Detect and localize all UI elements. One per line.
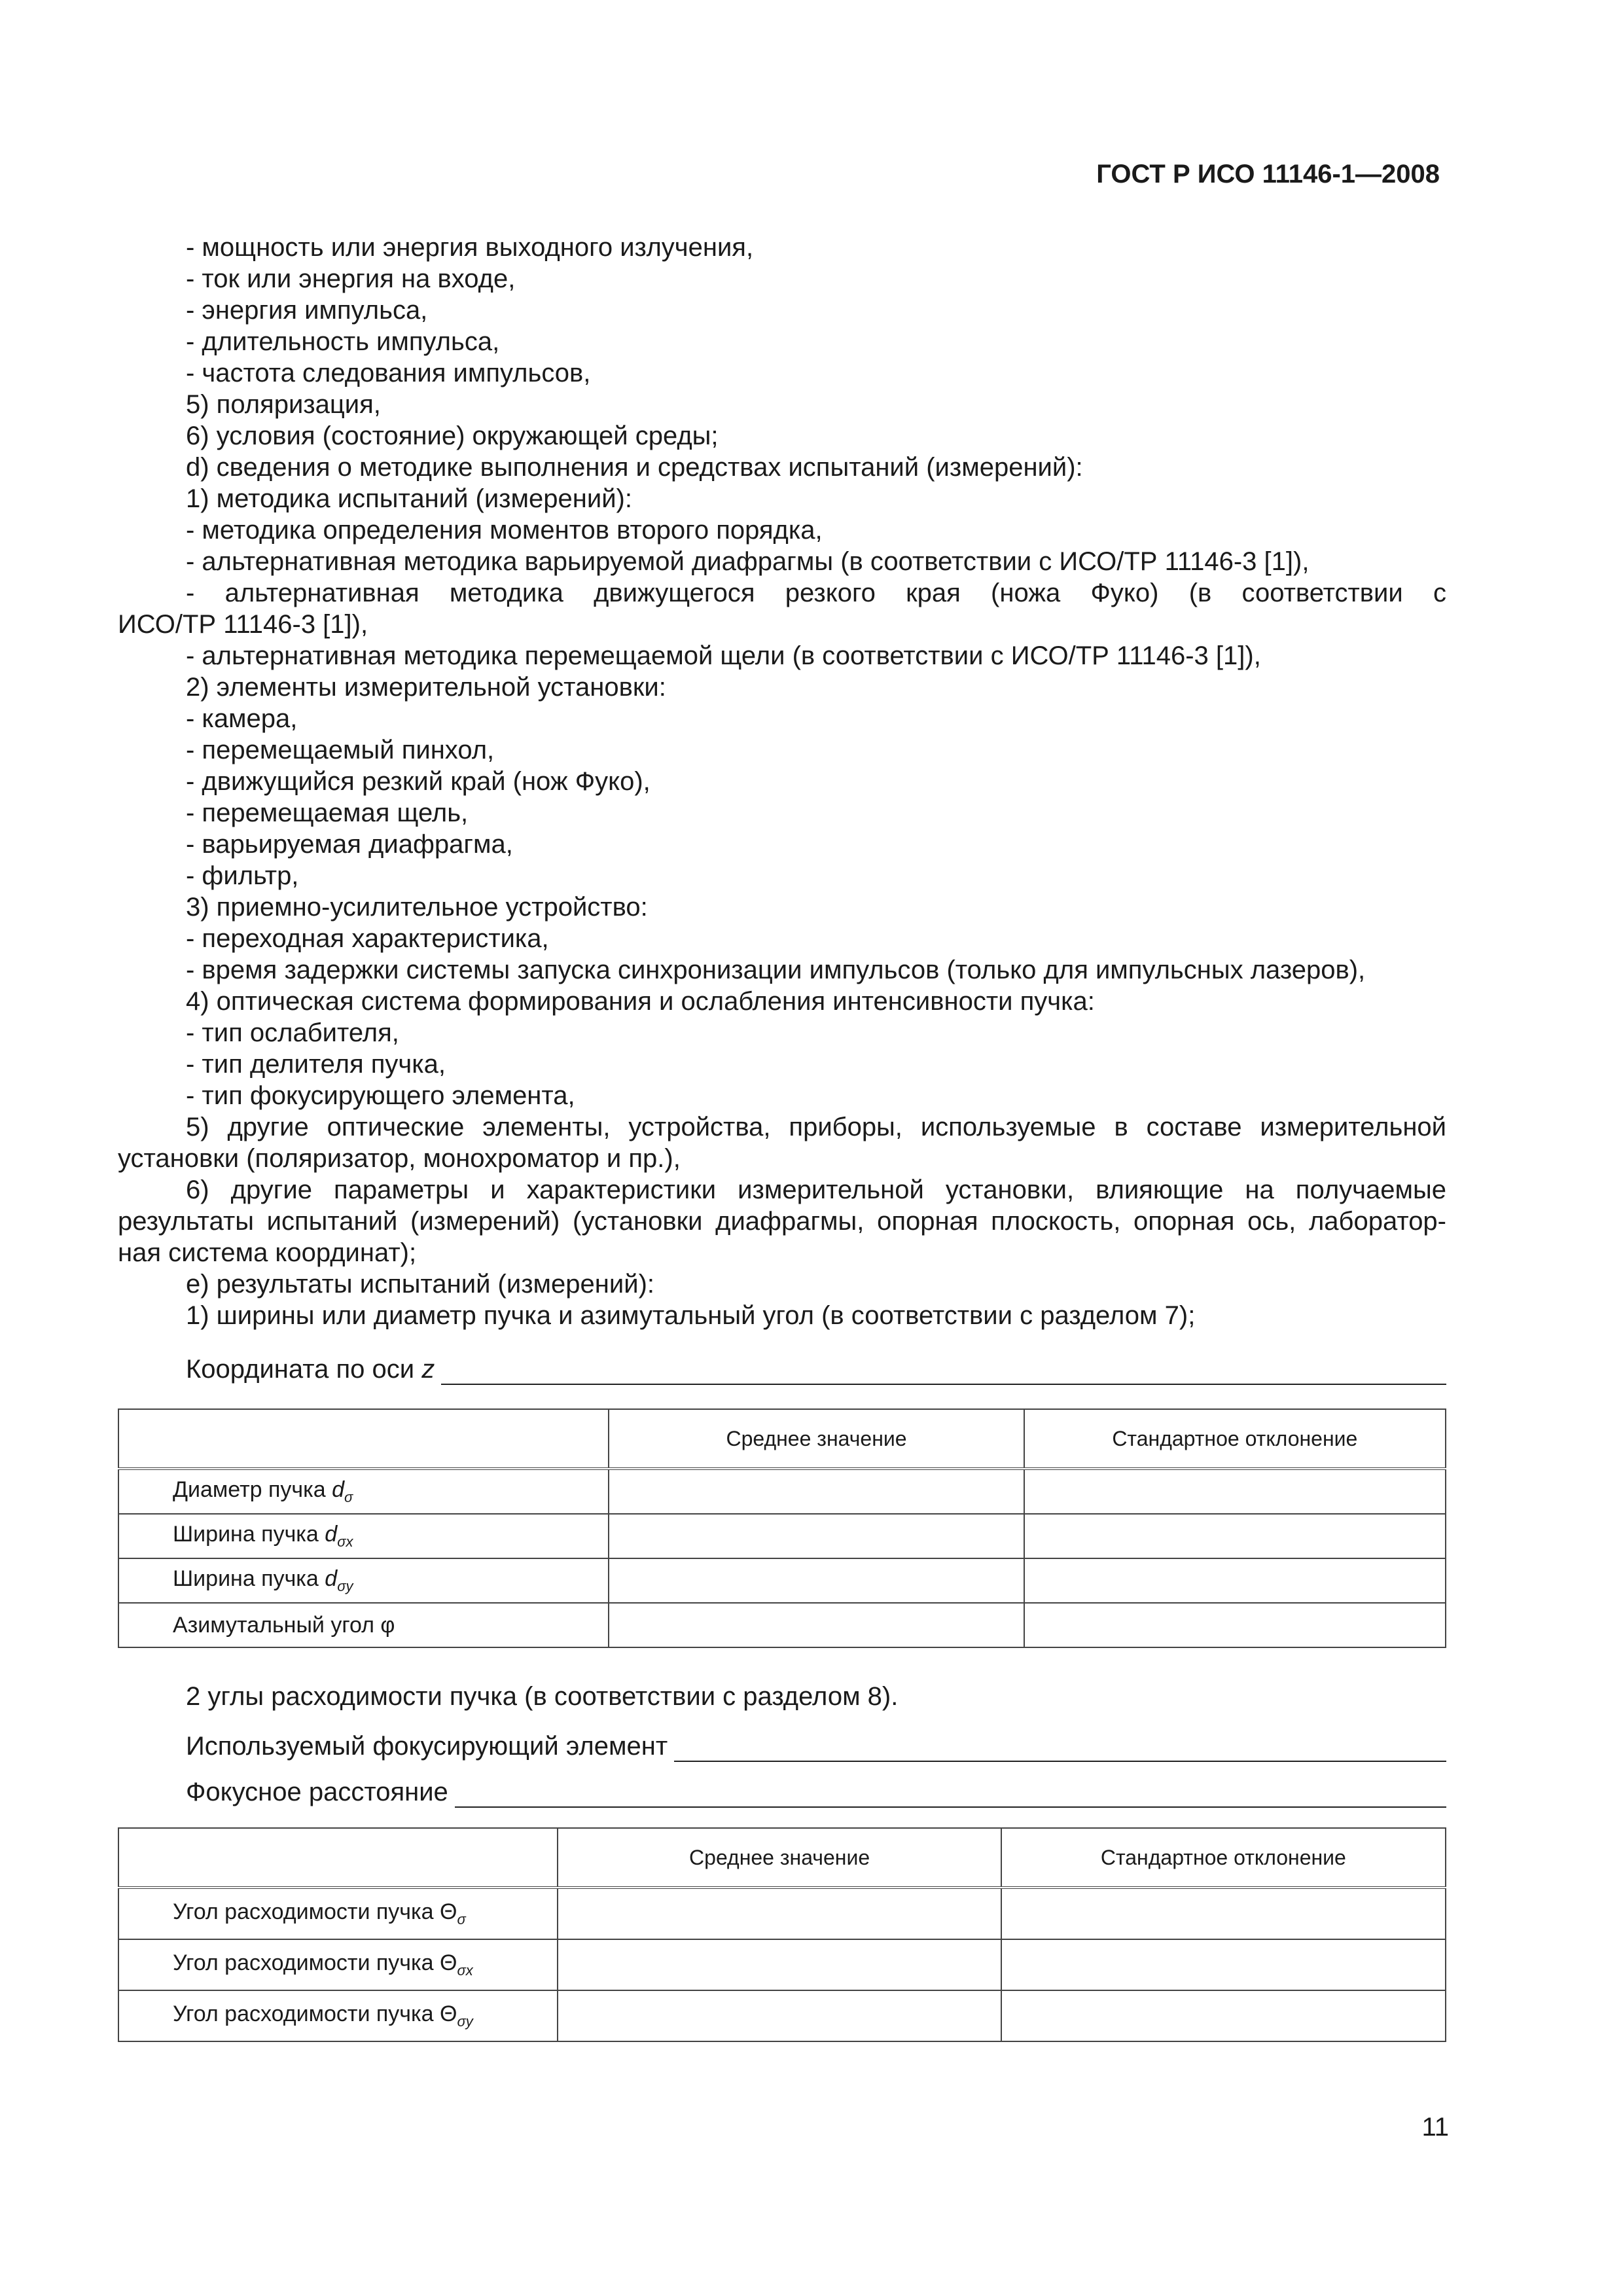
- mean-cell: [609, 1558, 1024, 1603]
- coordinate-variable: z: [421, 1355, 435, 1384]
- focus-element-blank-line: [674, 1734, 1446, 1762]
- text-line: - тип фокусирующего элемента,: [186, 1081, 575, 1110]
- text-line: - методика определения моментов второго порядка,: [186, 516, 823, 545]
- beam-width-table: [118, 1408, 1446, 1648]
- text-line: - альтернативная методика движущегося резкого края (ножа Фуко) (в соответствии с: [186, 579, 1446, 607]
- text-line: 6) условия (состояние) окружающей среды;: [186, 422, 719, 450]
- table-header-stddev: Стандартное отклонение: [1001, 1828, 1446, 1888]
- mean-cell: [609, 1514, 1024, 1558]
- row-label: Диаметр пучка $d_\sigma$: [118, 1469, 609, 1514]
- text-line: - тип делителя пучка,: [186, 1050, 446, 1079]
- table-row: [118, 1469, 1446, 1514]
- stddev-cell: [1001, 1939, 1446, 1990]
- text-line: 1) ширины или диаметр пучка и азимутальный угол (в соответствии с разделом 7);: [186, 1301, 1196, 1330]
- coordinate-label: Координата по оси: [186, 1355, 422, 1384]
- text-line: установки (поляризатор, монохроматор и пр.),: [118, 1144, 681, 1173]
- focal-length-blank-line: [455, 1780, 1446, 1808]
- text-line: 6) другие параметры и характеристики измерительной установки, влияющие на получаемые: [186, 1175, 1446, 1204]
- table-header-cell: [118, 1409, 609, 1469]
- table-header-mean: Среднее значение: [558, 1828, 1001, 1888]
- text-line: 4) оптическая система формирования и ослабления интенсивности пучка:: [186, 987, 1095, 1016]
- table-header-mean: Среднее значение: [609, 1409, 1024, 1469]
- text-line: - камера,: [186, 704, 298, 733]
- stddev-cell: [1001, 1990, 1446, 2041]
- text-line: - движущийся резкий край (нож Фуко),: [186, 767, 651, 796]
- stddev-cell: [1024, 1603, 1446, 1647]
- table-row: [118, 1514, 1446, 1558]
- text-line: - перемещаемый пинхол,: [186, 736, 495, 764]
- table-row: [118, 1888, 1446, 1939]
- coordinate-field: [118, 1346, 1446, 1385]
- text-line: - тип ослабителя,: [186, 1018, 399, 1047]
- table-header-stddev: Стандартное отклонение: [1024, 1409, 1446, 1469]
- text-line: результаты испытаний (измерений) (установки диафрагмы, опорная плоскость, опорная ось, лаборатор-: [118, 1207, 1446, 1236]
- text-line: - энергия импульса,: [186, 296, 428, 325]
- text-line: 1) методика испытаний (измерений):: [186, 484, 632, 513]
- table-header-cell: [118, 1828, 558, 1888]
- table-row: [118, 1558, 1446, 1603]
- body-text: [118, 232, 1446, 1385]
- text-line: - мощность или энергия выходного излучения,: [186, 233, 754, 262]
- text-line: - время задержки системы запуска синхронизации импульсов (только для импульсных лазеров),: [186, 956, 1366, 984]
- mean-cell: [609, 1469, 1024, 1514]
- item-2-text: 2 углы расходимости пучка (в соответствии с разделом 8).: [186, 1682, 899, 1711]
- text-line: e) результаты испытаний (измерений):: [186, 1270, 654, 1299]
- mean-cell: [558, 1939, 1001, 1990]
- divergence-section: [118, 1677, 1446, 1808]
- mean-cell: [558, 1888, 1001, 1939]
- text-line: - ток или энергия на входе,: [186, 264, 516, 293]
- text-line: 2) элементы измерительной установки:: [186, 673, 666, 702]
- mean-cell: [558, 1990, 1001, 2041]
- focal-length-label: Фокусное расстояние: [186, 1778, 448, 1806]
- divergence-table: [118, 1827, 1446, 2042]
- stddev-cell: [1024, 1469, 1446, 1514]
- text-line: d) сведения о методике выполнения и средствах испытаний (измерений):: [186, 453, 1083, 482]
- row-label: Азимутальный угол φ: [118, 1603, 609, 1647]
- focus-element-field: [118, 1723, 1446, 1762]
- text-line: 5) другие оптические элементы, устройства, приборы, используемые в составе измерительной: [186, 1113, 1446, 1141]
- stddev-cell: [1024, 1514, 1446, 1558]
- coordinate-blank-line: [441, 1357, 1446, 1385]
- text-line: 5) поляризация,: [186, 390, 381, 419]
- row-label: Угол расходимости пучка $\Theta_{\sigma x}$: [118, 1939, 558, 1990]
- text-line: ИСО/ТР 11146-3 [1]),: [118, 610, 368, 639]
- text-line: 3) приемно-усилительное устройство:: [186, 893, 648, 922]
- text-line: - альтернативная методика перемещаемой щели (в соответствии с ИСО/ТР 11146-3 [1]),: [186, 641, 1261, 670]
- text-line: - частота следования импульсов,: [186, 359, 591, 387]
- document-header: ГОСТ Р ИСО 11146-1—2008: [1096, 160, 1440, 188]
- row-label: Угол расходимости пучка $\Theta_\sigma$: [118, 1888, 558, 1939]
- row-label: Ширина пучка $d_{\sigma x}$: [118, 1514, 609, 1558]
- stddev-cell: [1001, 1888, 1446, 1939]
- stddev-cell: [1024, 1558, 1446, 1603]
- table-row: [118, 1603, 1446, 1647]
- focal-length-field: [118, 1768, 1446, 1808]
- text-line: ная система координат);: [118, 1238, 417, 1267]
- text-line: - перемещаемая щель,: [186, 798, 469, 827]
- table-row: [118, 1990, 1446, 2041]
- row-label: Ширина пучка $d_{\sigma y}$: [118, 1558, 609, 1603]
- mean-cell: [609, 1603, 1024, 1647]
- focus-element-label: Используемый фокусирующий элемент: [186, 1732, 668, 1761]
- row-label: Угол расходимости пучка $\Theta_{\sigma y}$: [118, 1990, 558, 2041]
- text-line: - варьируемая диафрагма,: [186, 830, 513, 859]
- text-line: - переходная характеристика,: [186, 924, 549, 953]
- text-line: - альтернативная методика варьируемой диафрагмы (в соответствии с ИСО/ТР 11146-3 [1]),: [186, 547, 1310, 576]
- page-number: 11: [1421, 2113, 1449, 2142]
- text-line: - длительность импульса,: [186, 327, 500, 356]
- table-row: [118, 1939, 1446, 1990]
- text-line: - фильтр,: [186, 861, 299, 890]
